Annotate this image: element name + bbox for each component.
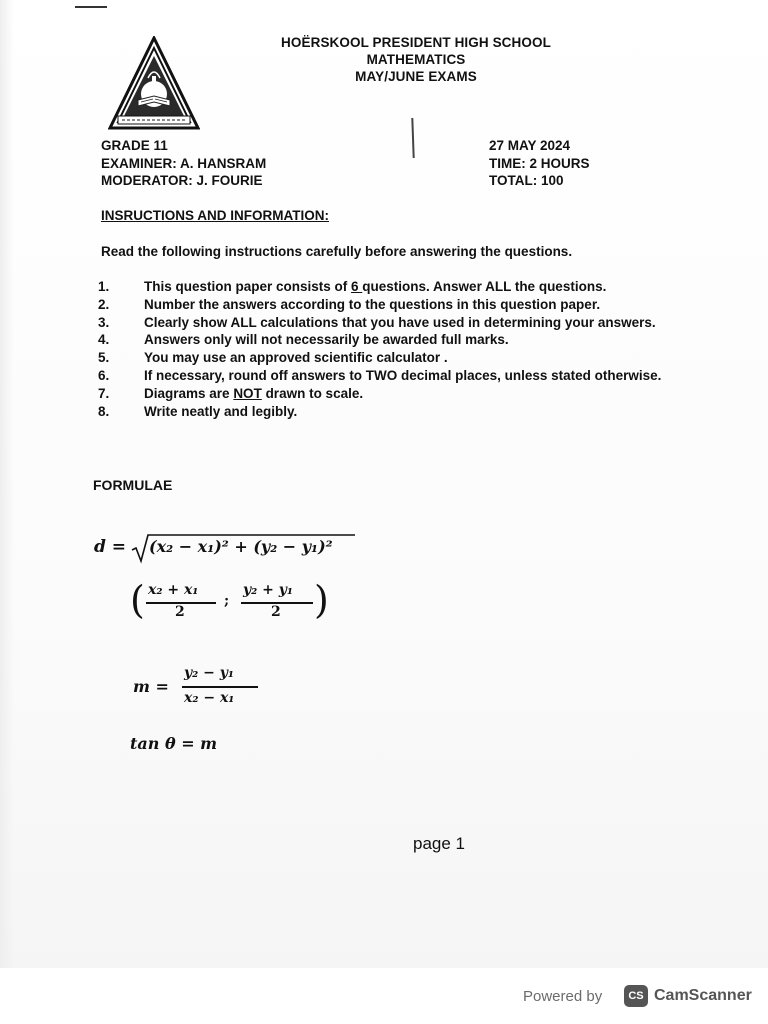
instruction-number: 1. <box>98 279 110 294</box>
instruction-text: Write neatly and legibly. <box>144 403 298 419</box>
instruction-text: If necessary, round off answers to TWO decimal places, unless stated otherwise. <box>144 367 662 383</box>
midpoint-y-denominator: 2 <box>271 604 281 620</box>
instruction-text: Answers only will not necessarily be awarded full marks. <box>144 332 509 348</box>
scan-mark <box>75 6 107 8</box>
instruction-text: This question paper consists of 6 questions. Answer ALL the questions. <box>144 279 607 294</box>
distance-formula-radicand: (x₂ − x₁)² + (y₂ − y₁)² <box>149 537 333 556</box>
instruction-number: 2. <box>98 296 110 312</box>
camscanner-logo-icon: CS <box>624 985 648 1007</box>
instructions-intro: Read the following instructions carefully before answering the questions. <box>101 244 573 259</box>
midpoint-close-paren: ) <box>314 578 329 622</box>
instruction-number: 3. <box>98 314 110 330</box>
moderator-label: MODERATOR: J. FOURIE <box>101 173 263 188</box>
grade-label: GRADE 11 <box>101 138 168 153</box>
midpoint-separator: ; <box>224 593 230 609</box>
gradient-fraction-bar <box>182 686 258 688</box>
subject-title: MATHEMATICS <box>366 52 466 67</box>
gradient-formula-lhs: m = <box>133 677 169 696</box>
instruction-number: 5. <box>98 350 110 366</box>
formulae-heading: FORMULAE <box>93 477 173 493</box>
pen-mark <box>411 118 414 158</box>
page-number: page 1 <box>413 834 465 853</box>
midpoint-x-denominator: 2 <box>175 604 185 620</box>
inclination-formula: tan θ = m <box>130 734 218 753</box>
gradient-denominator: x₂ − x₁ <box>184 690 235 706</box>
instruction-text: Number the answers according to the questions in this question paper. <box>144 296 601 312</box>
examiner-label: EXAMINER: A. HANSRAM <box>101 155 267 171</box>
instruction-text: Clearly show ALL calculations that you have used in determining your answers. <box>144 314 656 330</box>
midpoint-y-numerator: y₂ + y₁ <box>243 582 294 598</box>
distance-formula-lhs: d = <box>94 537 127 557</box>
exam-meta-right <box>489 137 590 190</box>
exam-date: 27 MAY 2024 <box>489 138 571 153</box>
school-crest-logo <box>108 36 200 132</box>
instruction-text: You may use an approved scientific calculator . <box>144 350 448 366</box>
footer-band <box>0 968 768 1024</box>
school-name: HOËRSKOOL PRESIDENT HIGH SCHOOL <box>281 35 551 50</box>
instruction-number: 8. <box>98 403 110 419</box>
instruction-number: 4. <box>98 332 110 348</box>
instruction-number: 7. <box>98 385 110 401</box>
midpoint-open-paren: ( <box>130 578 145 622</box>
exam-total: TOTAL: 100 <box>489 173 564 188</box>
instruction-text: Diagrams are NOT drawn to scale. <box>144 385 364 401</box>
exam-title: MAY/JUNE EXAMS <box>355 69 477 84</box>
midpoint-x-numerator: x₂ + x₁ <box>148 582 199 598</box>
gradient-numerator: y₂ − y₁ <box>184 665 235 681</box>
powered-by-label: Powered by <box>523 988 603 1005</box>
exam-meta-left <box>101 137 266 190</box>
scan-shadow <box>0 0 14 1024</box>
instructions-heading: INSRUCTIONS AND INFORMATION: <box>101 208 329 223</box>
instruction-number: 6. <box>98 367 110 383</box>
exam-time: TIME: 2 HOURS <box>489 155 590 171</box>
camscanner-brand: CamScanner <box>654 987 752 1004</box>
